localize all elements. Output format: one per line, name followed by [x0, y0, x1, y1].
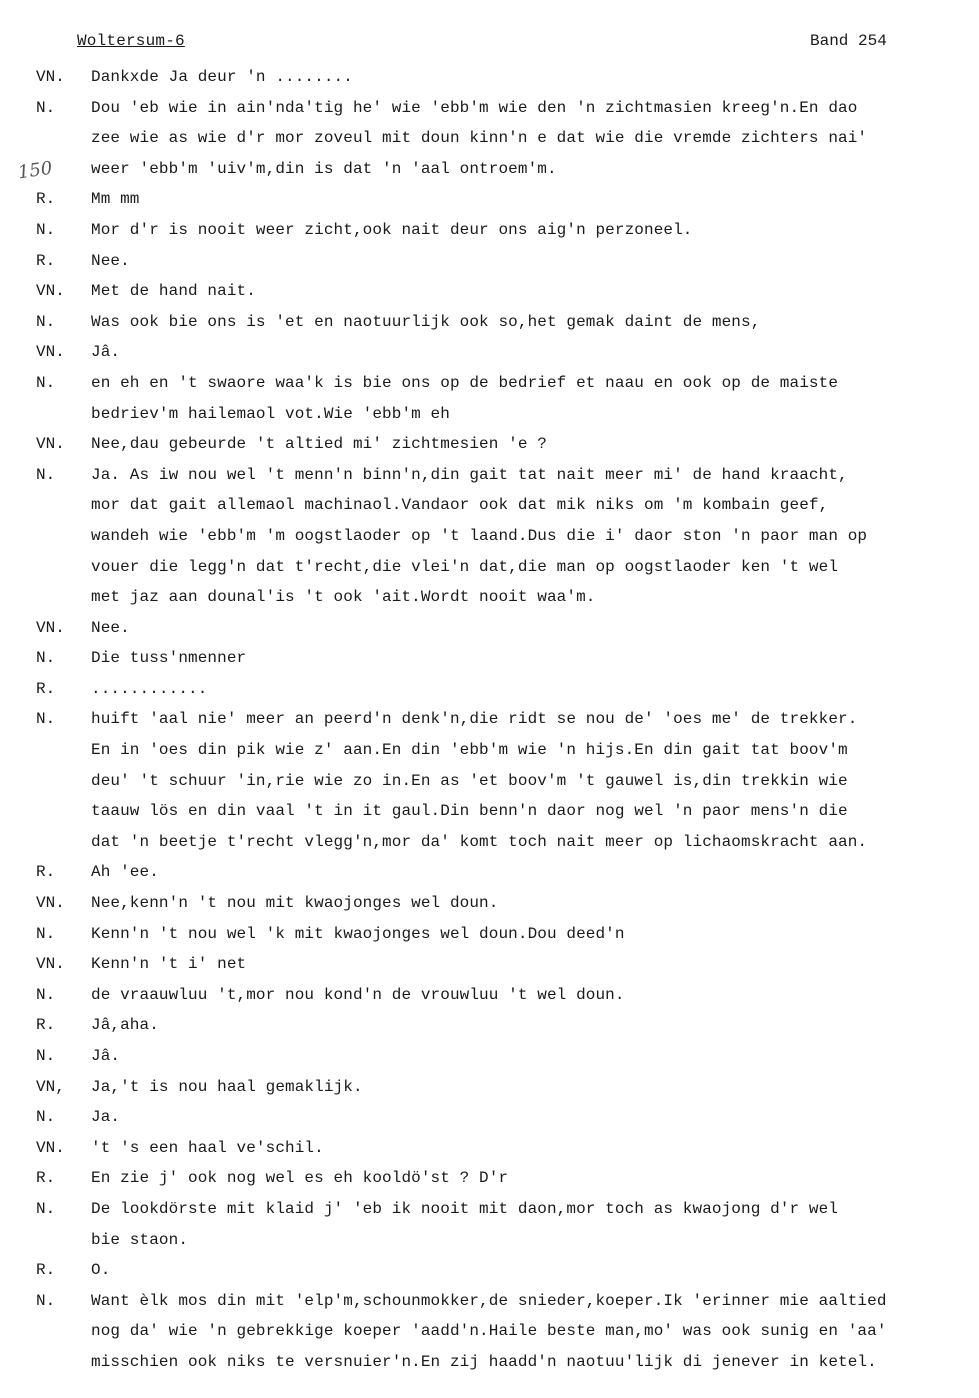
speaker-label: VN.: [36, 282, 65, 301]
speaker-label: VN.: [36, 1138, 65, 1157]
speaker-label: VN.: [36, 435, 65, 454]
transcript-line: [0, 888, 979, 919]
utterance-text: Met de hand nait.: [91, 282, 256, 301]
transcript-line: [0, 1163, 979, 1194]
transcript-line: [0, 796, 979, 827]
utterance-text: De lookdörste mit klaid j' 'eb ik nooit mit daon,mor toch as kwaojong d'r wel: [91, 1199, 839, 1218]
speaker-label: N.: [36, 98, 56, 117]
transcript-line: [0, 980, 979, 1011]
speaker-label: VN.: [36, 894, 65, 913]
utterance-text: bedriev'm hailemaol vot.Wie 'ebb'm eh: [91, 404, 450, 423]
transcript-line: [0, 1286, 979, 1317]
transcript-line: [0, 1194, 979, 1225]
utterance-text: deu' 't schuur 'in,rie wie zo in.En as 'et boov'm 't gauwel is,din trekkin wie: [91, 771, 848, 790]
transcript-line: [0, 1133, 979, 1164]
speaker-label: VN.: [36, 955, 65, 974]
utterance-text: Nee,dau gebeurde 't altied mi' zichtmesien 'e ?: [91, 435, 547, 454]
transcript-line: [0, 93, 979, 124]
utterance-text: ............: [91, 679, 208, 698]
utterance-text: Nee,kenn'n 't nou mit kwaojonges wel doun.: [91, 894, 499, 913]
utterance-text: Nee.: [91, 618, 130, 637]
transcript-line: [0, 215, 979, 246]
transcript-line: [0, 1255, 979, 1286]
speaker-label: R.: [36, 863, 56, 882]
speaker-label: N.: [36, 1047, 56, 1065]
speaker-label: N.: [36, 924, 56, 943]
transcript-line: [0, 674, 979, 705]
transcript-line: [0, 1072, 979, 1103]
transcript-line: [0, 1316, 979, 1347]
transcript-line: [0, 552, 979, 583]
transcript-line: [0, 460, 979, 491]
transcript-line: [0, 184, 979, 215]
utterance-text: Dankxde Ja deur 'n ........: [91, 68, 353, 86]
speaker-label: N.: [36, 1199, 56, 1218]
transcript-line: [0, 1347, 979, 1378]
utterance-text: Want èlk mos din mit 'elp'm,schounmokker,de snieder,koeper.Ik 'erinner mie aaltied: [91, 1291, 887, 1310]
speaker-label: R.: [36, 190, 56, 209]
transcript-line: [0, 827, 979, 858]
utterance-text: Mor d'r is nooit weer zicht,ook nait deur ons aig'n perzoneel.: [91, 220, 693, 239]
utterance-text: zee wie as wie d'r mor zoveul mit doun kinn'n e dat wie die vremde zichters nai': [91, 129, 868, 148]
transcript-line: [0, 62, 979, 93]
speaker-label: N.: [36, 465, 56, 484]
utterance-text: Mm mm: [91, 190, 140, 209]
utterance-text: Jâ.: [91, 343, 121, 362]
transcript-line: [0, 857, 979, 888]
speaker-label: N.: [36, 985, 56, 1004]
transcript-line: [0, 246, 979, 277]
transcript-line: [0, 766, 979, 797]
utterance-text: Kenn'n 't i' net: [91, 955, 247, 974]
speaker-label: R.: [36, 1016, 56, 1035]
transcript-line: [0, 154, 979, 185]
utterance-text: Dou 'eb wie in ain'nda'tig he' wie 'ebb'm wie den 'n zichtmasien kreeg'n.En dao: [91, 98, 858, 117]
utterance-text: En in 'oes din pik wie z' aan.En din 'ebb'm wie 'n hijs.En din gait tat boov'm: [91, 741, 848, 760]
speaker-label: N.: [36, 312, 56, 331]
speaker-label: R.: [36, 1261, 56, 1280]
utterance-text: Ja.: [91, 1108, 121, 1127]
utterance-text: bie staon.: [91, 1230, 189, 1249]
transcript-line: [0, 337, 979, 368]
speaker-label: R.: [36, 679, 56, 698]
handwritten-margin-note: 150: [16, 157, 54, 184]
utterance-text: vouer die legg'n dat t'recht,die vlei'n dat,die man op oogstlaoder ken 't wel: [91, 557, 839, 576]
speaker-label: R.: [36, 1169, 56, 1188]
speaker-label: N.: [36, 649, 56, 668]
utterance-text: 't 's een haal ve'schil.: [91, 1138, 324, 1157]
utterance-text: Ja,'t is nou haal gemaklijk.: [91, 1077, 363, 1096]
utterance-text: Was ook bie ons is 'et en naotuurlijk ook so,het gemak daint de mens,: [91, 312, 761, 331]
transcript-line: [0, 582, 979, 613]
utterance-text: weer 'ebb'm 'uiv'm,din is dat 'n 'aal ontroem'm.: [91, 159, 557, 178]
speaker-label: N.: [36, 710, 56, 729]
utterance-text: misschien ook niks te versnuier'n.En zij haadd'n naotuu'lijk di jenever in ketel.: [91, 1352, 877, 1371]
utterance-text: dat 'n beetje t'recht vlegg'n,mor da' komt toch nait meer op lichaomskracht aan.: [91, 832, 868, 851]
utterance-text: huift 'aal nie' meer an peerd'n denk'n,die ridt se nou de' 'oes me' de trekker.: [91, 710, 858, 729]
utterance-text: Jâ,aha.: [91, 1016, 159, 1035]
transcript-line: [0, 1041, 979, 1072]
transcript-line: [0, 123, 979, 154]
utterance-text: O.: [91, 1261, 111, 1280]
band-number: Band 254: [810, 32, 887, 50]
speaker-label: VN.: [36, 68, 65, 86]
document-title: Woltersum-6: [77, 32, 185, 50]
utterance-text: Kenn'n 't nou wel 'k mit kwaojonges wel doun.Dou deed'n: [91, 924, 625, 943]
utterance-text: Nee.: [91, 251, 130, 270]
transcript-line: [0, 1225, 979, 1256]
utterance-text: mor dat gait allemaol machinaol.Vandaor ook dat mik niks om 'm kombain geef,: [91, 496, 829, 515]
speaker-label: N.: [36, 1108, 56, 1127]
transcript-line: [0, 276, 979, 307]
utterance-text: met jaz aan dounal'is 't ook 'ait.Wordt nooit waa'm.: [91, 588, 596, 607]
speaker-label: N.: [36, 373, 56, 392]
utterance-text: wandeh wie 'ebb'm 'm oogstlaoder op 't laand.Dus die i' daor ston 'n paor man op: [91, 526, 868, 545]
speaker-label: N.: [36, 1291, 56, 1310]
transcript-line: [0, 1010, 979, 1041]
utterance-text: nog da' wie 'n gebrekkige koeper 'aadd'n.Haile beste man,mo' was ook sunig en 'aa': [91, 1322, 887, 1341]
transcript-lines: [0, 62, 979, 1378]
utterance-text: Die tuss'nmenner: [91, 649, 247, 668]
utterance-text: de vraauwluu 't,mor nou kond'n de vrouwluu 't wel doun.: [91, 985, 625, 1004]
utterance-text: Jâ.: [91, 1047, 121, 1065]
transcript-line: [0, 399, 979, 430]
speaker-label: N.: [36, 220, 56, 239]
speaker-label: VN.: [36, 343, 65, 362]
speaker-label: VN,: [36, 1077, 65, 1096]
transcript-line: [0, 613, 979, 644]
transcript-line: [0, 429, 979, 460]
utterance-text: Ja. As iw nou wel 't menn'n binn'n,din gait tat nait meer mi' de hand kraacht,: [91, 465, 848, 484]
transcript-line: [0, 643, 979, 674]
transcript-line: [0, 949, 979, 980]
transcript-line: [0, 735, 979, 766]
transcript-line: [0, 490, 979, 521]
speaker-label: R.: [36, 251, 56, 270]
transcript-line: [0, 919, 979, 950]
transcript-line: [0, 521, 979, 552]
utterance-text: Ah 'ee.: [91, 863, 159, 882]
transcript-line: [0, 307, 979, 338]
transcript-line: [0, 1102, 979, 1133]
utterance-text: en eh en 't swaore waa'k is bie ons op de bedrief et naau en ook op de maiste: [91, 373, 839, 392]
utterance-text: En zie j' ook nog wel es eh kooldö'st ? D'r: [91, 1169, 509, 1188]
transcript-line: [0, 704, 979, 735]
transcript-line: [0, 368, 979, 399]
speaker-label: VN.: [36, 618, 65, 637]
utterance-text: taauw lös en din vaal 't in it gaul.Din benn'n daor nog wel 'n paor mens'n die: [91, 802, 848, 821]
